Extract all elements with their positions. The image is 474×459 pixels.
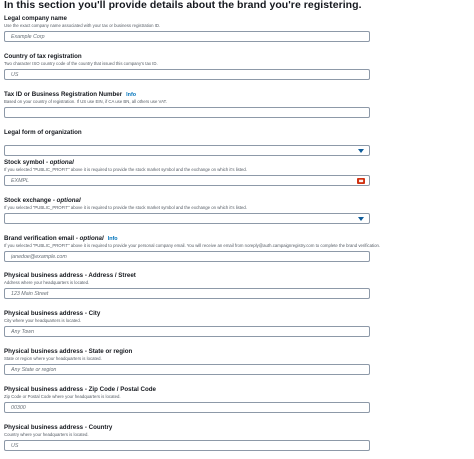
country-input-box	[4, 440, 370, 451]
field-label-row	[4, 197, 370, 205]
field-label: Physical business address - Zip Code / Postal Code	[4, 386, 156, 393]
city-field	[4, 310, 370, 337]
optional-marker: - optional	[44, 159, 74, 166]
country-input[interactable]	[5, 441, 369, 450]
field-label: Physical business address - Address / Street	[4, 272, 136, 279]
field-description: Country where your headquarters is located.	[4, 432, 89, 437]
keyboard-icon: ⌨	[358, 178, 364, 183]
legal-company-name-field	[4, 15, 370, 42]
chevron-down-icon	[358, 217, 364, 221]
field-description: City where your headquarters is located.	[4, 318, 81, 323]
zip-code-field	[4, 386, 370, 413]
field-label-row	[4, 235, 370, 243]
legal-company-name-input-box	[4, 31, 370, 42]
field-description: Two character ISO country code of the country that issued this company's tax ID.	[4, 61, 158, 66]
legal-form-field	[4, 129, 370, 156]
country-of-tax-registration-input[interactable]	[5, 70, 369, 79]
tax-id-input[interactable]	[5, 108, 369, 117]
tax-id-field	[4, 91, 370, 118]
city-input[interactable]	[5, 327, 369, 336]
field-label: Stock symbol	[4, 159, 45, 166]
field-description: If you selected "PUBLIC_PROFIT" above it is required to provide the stock market symbol and the exchange on which it's listed.	[4, 167, 247, 172]
field-label: Tax ID or Business Registration Number	[4, 91, 123, 98]
field-label: Physical business address - City	[4, 310, 101, 317]
field-description: If you selected "PUBLIC_PROFIT" above it is required to provide your personal company email. You will receive an email from noreply@auth.campaignregistry.com to complete the brand verification.	[4, 243, 381, 248]
brand-verification-email-input-box	[4, 251, 370, 262]
stock-symbol-input-box	[4, 175, 370, 186]
field-description: Use the exact company name associated with your tax or business registration ID.	[4, 23, 161, 28]
field-label: Physical business address - Country	[4, 424, 113, 431]
section-heading: In this section you'll provide details about the brand you're registering.	[4, 0, 362, 11]
field-description: Address where your headquarters is located.	[4, 280, 90, 285]
info-link[interactable]: Info	[107, 236, 118, 242]
stock-symbol-field	[4, 159, 370, 186]
field-label: Legal company name	[4, 15, 67, 22]
state-region-input[interactable]	[5, 365, 369, 374]
state-region-input-box	[4, 364, 370, 375]
field-label: Stock exchange	[4, 197, 52, 204]
zip-code-input-box	[4, 402, 370, 413]
tax-id-input-box	[4, 107, 370, 118]
state-region-field	[4, 348, 370, 375]
field-description: If you selected "PUBLIC_PROFIT" above it is required to provide the stock market symbol and the exchange on which it's listed.	[4, 205, 247, 210]
optional-marker: - optional	[74, 235, 104, 242]
stock-exchange-field	[4, 197, 370, 224]
city-input-box	[4, 326, 370, 337]
address-street-input[interactable]	[5, 289, 369, 298]
address-street-field	[4, 272, 370, 299]
country-of-tax-registration-input-box	[4, 69, 370, 80]
field-label: Country of tax registration	[4, 53, 82, 60]
field-description: Zip Code or Postal Code where your headquarters is located.	[4, 394, 121, 399]
stock-exchange-select[interactable]	[4, 213, 370, 224]
info-link[interactable]: Info	[126, 92, 137, 98]
country-field	[4, 424, 370, 451]
stock-symbol-input[interactable]	[5, 176, 369, 185]
field-label-row	[4, 91, 370, 99]
chevron-down-icon	[358, 149, 364, 153]
field-label: Legal form of organization	[4, 129, 82, 136]
field-description: Based on your country of registration. If US use EIN, if CA use BN, all others use VAT.	[4, 99, 167, 104]
country-of-tax-registration-field	[4, 53, 370, 80]
field-description: State or region where your headquarters is located.	[4, 356, 102, 361]
field-label: Brand verification email	[4, 235, 75, 242]
optional-marker: - optional	[51, 197, 81, 204]
field-label-row	[4, 159, 370, 167]
legal-form-select[interactable]	[4, 145, 370, 156]
brand-verification-email-field	[4, 235, 381, 262]
legal-company-name-input[interactable]	[5, 32, 369, 41]
address-street-input-box	[4, 288, 370, 299]
field-label: Physical business address - State or region	[4, 348, 133, 355]
brand-verification-email-input[interactable]	[5, 252, 369, 261]
zip-code-input[interactable]	[5, 403, 369, 412]
